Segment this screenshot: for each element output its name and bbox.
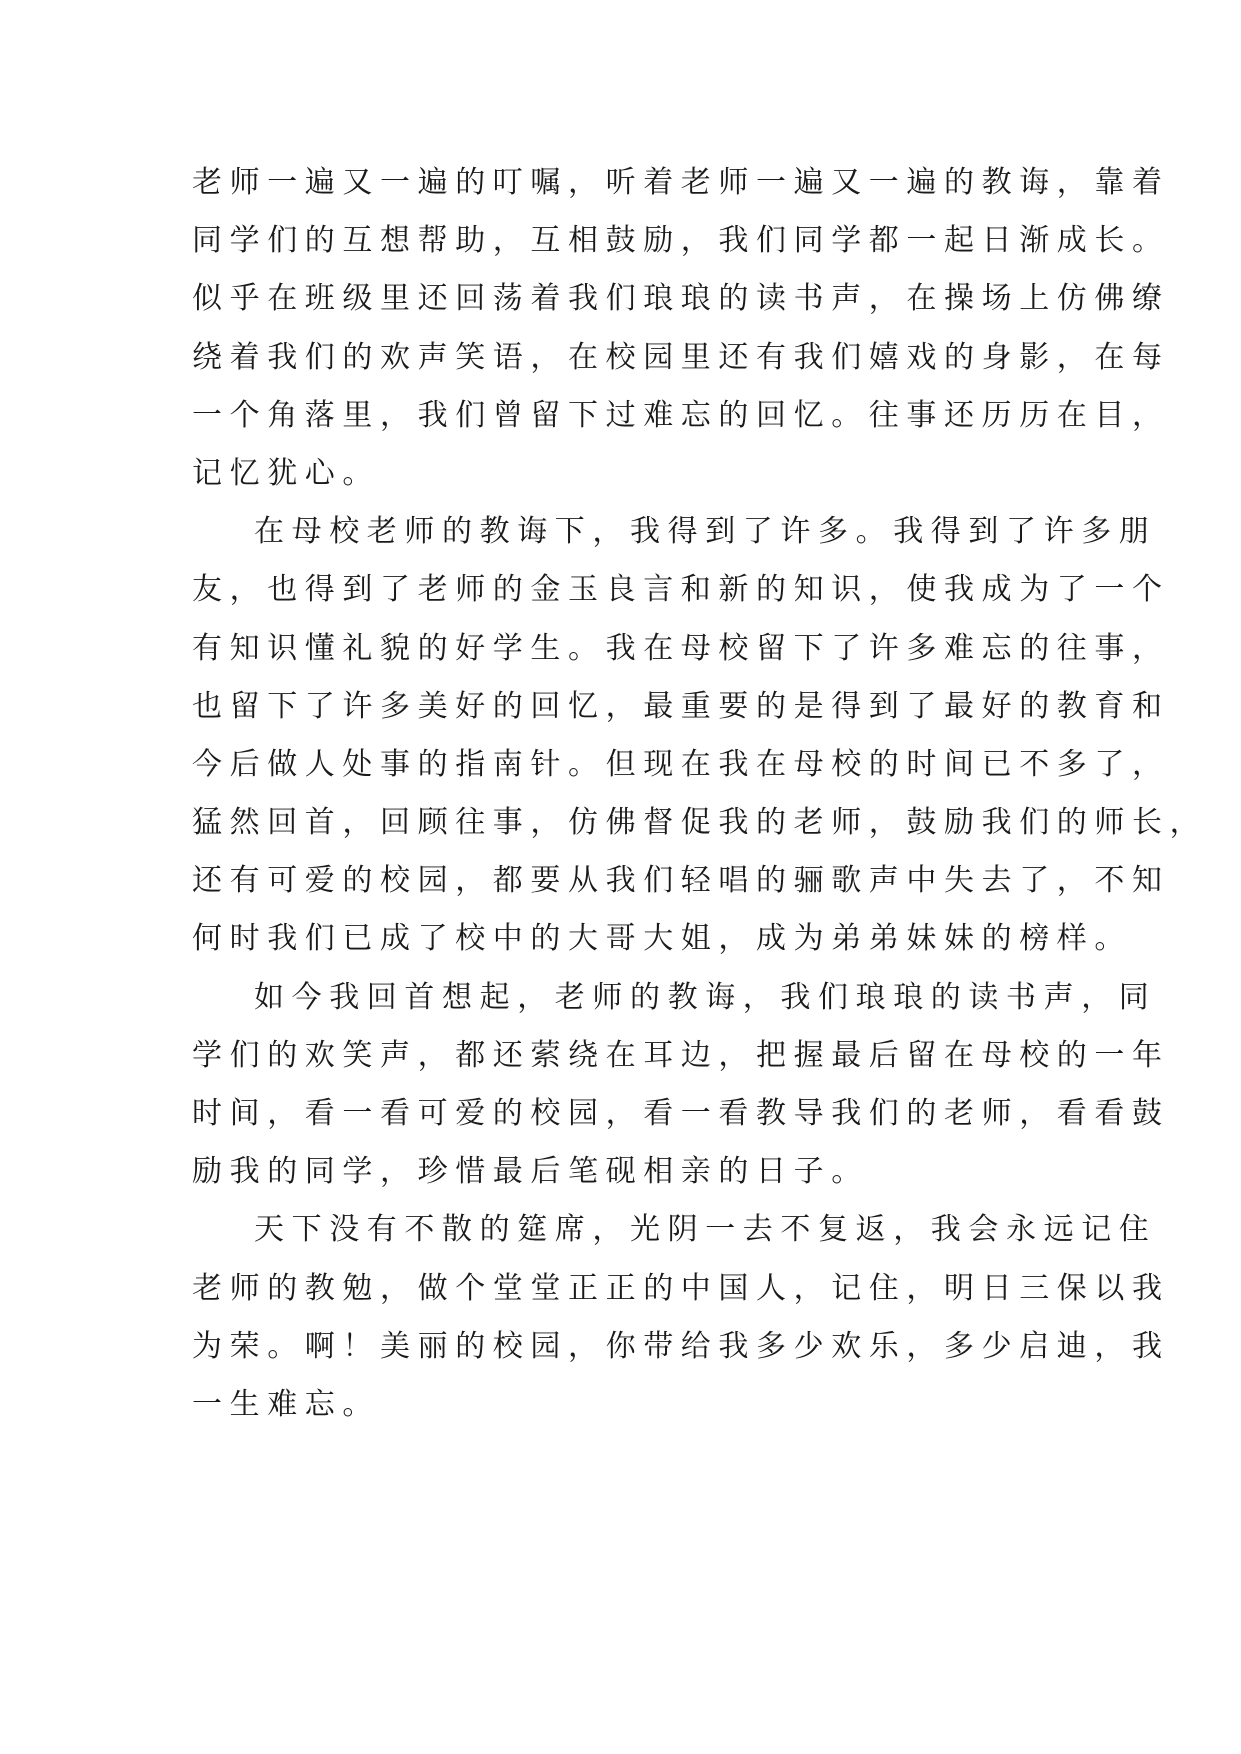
text-line: 友，也得到了老师的金玉良言和新的知识，使我成为了一个 <box>192 572 1170 608</box>
text-line: 一个角落里，我们曾留下过难忘的回忆。往事还历历在目， <box>192 397 1170 433</box>
text-line: 老师的教勉，做个堂堂正正的中国人，记住，明日三保以我 <box>192 1270 1170 1306</box>
text-line: 同学们的互想帮助，互相鼓励，我们同学都一起日渐成长。 <box>192 223 1170 259</box>
paragraph-start-line: 天下没有不散的筵席，光阴一去不复返，我会永远记住 <box>254 1212 1157 1248</box>
text-line: 时间，看一看可爱的校园，看一看教导我们的老师，看看鼓 <box>192 1096 1170 1131</box>
text-line: 为荣。啊！美丽的校园，你带给我多少欢乐，多少启迪，我 <box>192 1328 1170 1364</box>
text-line: 猛然回首，回顾往事，仿佛督促我的老师，鼓励我们的师长， <box>192 805 1208 841</box>
text-line: 今后做人处事的指南针。但现在我在母校的时间已不多了， <box>192 746 1170 782</box>
paragraph-start-line: 在母校老师的教诲下，我得到了许多。我得到了许多朋 <box>254 514 1157 550</box>
text-line: 学们的欢笑声，都还萦绕在耳边，把握最后留在母校的一年 <box>192 1037 1170 1073</box>
text-line: 似乎在班级里还回荡着我们琅琅的读书声，在操场上仿佛缭 <box>192 281 1170 317</box>
text-line: 有知识懂礼貌的好学生。我在母校留下了许多难忘的往事， <box>192 630 1170 666</box>
text-line: 何时我们已成了校中的大哥大姐，成为弟弟妹妹的榜样。 <box>192 921 1132 957</box>
text-line: 一生难忘。 <box>192 1386 380 1422</box>
paragraph-start-line: 如今我回首想起，老师的教诲，我们琅琅的读书声，同 <box>254 979 1157 1015</box>
text-line: 还有可爱的校园，都要从我们轻唱的骊歌声中失去了，不知 <box>192 863 1170 899</box>
text-line: 老师一遍又一遍的叮嘱，听着老师一遍又一遍的教诲，靠着 <box>192 165 1170 200</box>
text-line: 记忆犹心。 <box>192 455 380 491</box>
essay-body <box>192 154 1208 1434</box>
text-line: 也留下了许多美好的回忆，最重要的是得到了最好的教育和 <box>192 688 1170 724</box>
text-line: 励我的同学，珍惜最后笔砚相亲的日子。 <box>192 1154 869 1190</box>
text-line: 绕着我们的欢声笑语，在校园里还有我们嬉戏的身影，在每 <box>192 339 1170 375</box>
